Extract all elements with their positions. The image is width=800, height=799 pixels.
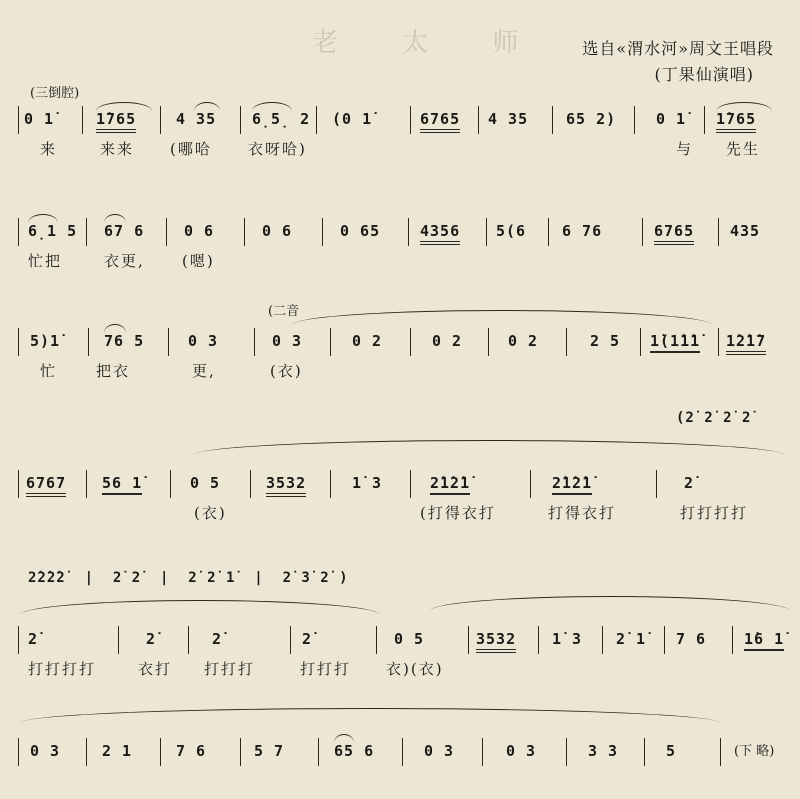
measure: 6765 (420, 110, 460, 133)
measure: 5(6 (496, 222, 527, 240)
lyric: 打打打打 (680, 504, 749, 522)
measure: 6765 (654, 222, 694, 245)
lyric: 衣更, (104, 252, 145, 270)
measure: 2̇ (684, 474, 695, 492)
performer-note: (丁果仙演唱) (654, 65, 754, 84)
lyric: (哪哈 (170, 140, 212, 158)
lyric: 更, (192, 362, 216, 380)
measure: 67 6 (104, 222, 145, 240)
measure: 2̇1̇2̇1̇ (552, 474, 592, 495)
measure: 1̇ 3 (552, 630, 583, 648)
measure: 0 2 (432, 332, 463, 350)
measure: 1̇(1̇1̇1̇ (650, 332, 700, 353)
measure: 2̇ (146, 630, 157, 648)
measure: 6̣5̣ 2 (252, 110, 311, 128)
ghost-title: 老 太 师 (312, 28, 547, 58)
lyric: 衣)(衣) (386, 660, 444, 678)
lyric: 来 (40, 140, 58, 158)
measure: 2̇ (212, 630, 223, 648)
measure: 3532 (266, 474, 306, 497)
measure: 5)1̇ (30, 332, 61, 350)
source-note: 选自«渭水河»周文王唱段 (582, 39, 774, 58)
measure: 4356 (420, 222, 460, 245)
measure: 2̇ (302, 630, 313, 648)
measure: 4 35 (488, 110, 529, 128)
measure: 0 65 (340, 222, 381, 240)
measure: 0 3 (30, 742, 61, 760)
measure: 0 5 (394, 630, 425, 648)
upper-voice: 2̇2̇2̇2̇ | 2̇ 2̇ | 2̇ 2̇ 1̇ | 2̇ 3̇ 2̇ ) (28, 570, 349, 586)
lyric: 打打打打 (28, 660, 97, 678)
measure: 56 1̇ (102, 474, 142, 495)
measure: 0 2 (352, 332, 383, 350)
lyric: 来来 (100, 140, 135, 158)
lyric: (嗯) (182, 252, 215, 270)
measure: 65 2) (566, 110, 617, 128)
lyric: 打得衣打 (548, 504, 617, 522)
measure: 5 (666, 742, 677, 760)
measure: 0 3 (424, 742, 455, 760)
measure: 0 6 (262, 222, 293, 240)
measure: 7 6 (176, 742, 207, 760)
measure: 0 3 (188, 332, 219, 350)
measure: 1̇765 (96, 110, 136, 133)
measure: 0 6 (184, 222, 215, 240)
measure: 76 5 (104, 332, 145, 350)
measure: 6767 (26, 474, 66, 497)
lyric: 打打打 (300, 660, 352, 678)
lyric: (衣) (194, 504, 227, 522)
tempo-mark-2: (二音 (268, 304, 300, 319)
lyric: 把衣 (96, 362, 131, 380)
lyric: 先生 (726, 140, 761, 158)
tempo-mark-1: (三倒腔) (30, 86, 80, 101)
measure: 2 1 (102, 742, 133, 760)
upper-voice: (2̇ 2̇ 2̇ 2̇ (676, 410, 752, 426)
lyric: 打打打 (204, 660, 256, 678)
ending-note: (下 略) (734, 744, 775, 759)
lyric: 衣打 (138, 660, 173, 678)
measure: 2̇ 1̇ (616, 630, 647, 648)
measure: 0 1̇ (656, 110, 687, 128)
measure: 3 3 (588, 742, 619, 760)
measure: 2̇1̇2̇1̇ (430, 474, 470, 495)
measure: 0 3 (506, 742, 537, 760)
measure: 1̇6 1̇ (744, 630, 784, 651)
measure: 4 35 (176, 110, 217, 128)
measure: 435 (730, 222, 761, 240)
measure: 1̇ 3 (352, 474, 383, 492)
lyric: (衣) (270, 362, 303, 380)
lyric: 忙把 (28, 252, 63, 270)
measure: 0 2 (508, 332, 539, 350)
measure: 6 76 (562, 222, 603, 240)
lyric: 忙 (40, 362, 58, 380)
lyric: (打得衣打 (420, 504, 496, 522)
measure: 0 1̇ (24, 110, 55, 128)
measure: 1̇765 (716, 110, 756, 133)
measure: 0 3 (272, 332, 303, 350)
measure: 5 7 (254, 742, 285, 760)
measure: 1̇2̇1̇7 (726, 332, 766, 355)
measure: 2̇ (28, 630, 39, 648)
measure: 2 5 (590, 332, 621, 350)
measure: 7 6 (676, 630, 707, 648)
measure: 3532 (476, 630, 516, 653)
measure: 0 5 (190, 474, 221, 492)
lyric: 与 (676, 140, 694, 158)
measure: 6̣1 5 (28, 222, 78, 240)
measure: 65 6 (334, 742, 375, 760)
measure: (0 1̇ (332, 110, 373, 128)
lyric: 衣呀哈) (248, 140, 307, 158)
